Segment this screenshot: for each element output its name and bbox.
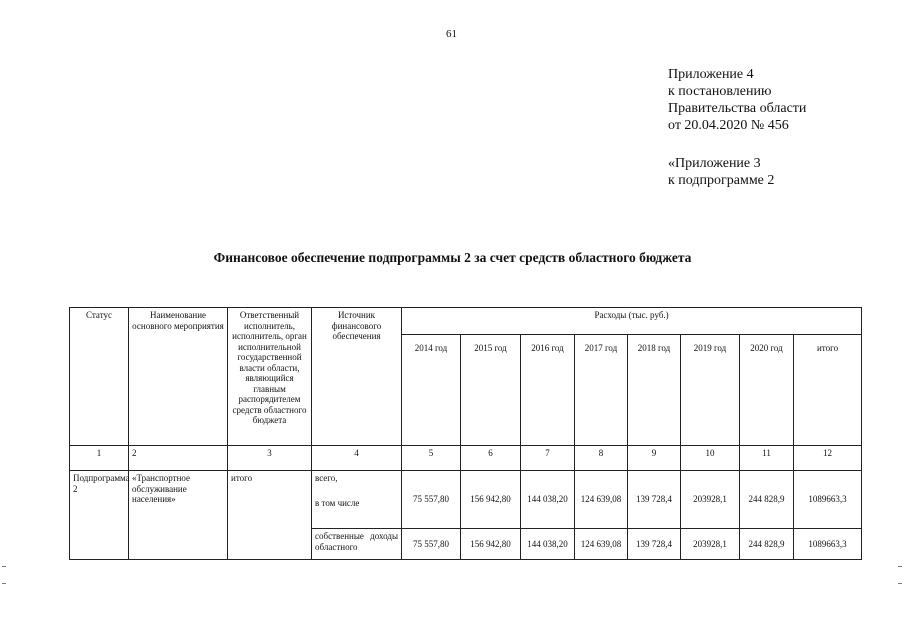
column-number: 3 [228,446,312,471]
header-expenses: Расходы (тыс. руб.) [402,308,862,335]
year-header: 2015 год [461,335,521,446]
scan-mark [2,566,6,567]
appendix-header [668,66,806,134]
value-cell: 75 557,80 [402,471,461,529]
value-cell: 75 557,80 [402,529,461,560]
year-header: 2018 год [628,335,681,446]
column-number: 6 [461,446,521,471]
row-source-own: собственные доходы областного [312,529,402,560]
year-header: 2014 год [402,335,461,446]
scan-mark [898,583,902,584]
source-total-label: всего, [315,473,338,483]
appendix-sub-line: «Приложение 3 [668,156,761,171]
value-cell: 144 038,20 [521,471,575,529]
column-number: 12 [794,446,862,471]
column-number: 1 [70,446,129,471]
value-cell: 139 728,4 [628,529,681,560]
total-value-cell: 1089663,3 [794,529,862,560]
column-number: 10 [681,446,740,471]
header-measure: Наименование основного мероприятия [129,308,228,446]
header-status: Статус [70,308,129,446]
value-cell: 156 942,80 [461,471,521,529]
appendix-line: Приложение 4 [668,67,754,82]
value-cell: 124 639,08 [575,529,628,560]
column-number-row [70,446,862,471]
total-header: итого [794,335,862,446]
row-source-total [312,471,402,529]
financing-table [69,307,862,560]
value-cell: 203928,1 [681,471,740,529]
document-title: Финансовое обеспечение подпрограммы 2 за счет средств областного бюджета [213,250,692,265]
year-header: 2019 год [681,335,740,446]
value-cell: 144 038,20 [521,529,575,560]
value-cell: 124 639,08 [575,471,628,529]
scan-mark [2,583,6,584]
year-header: 2020 год [740,335,794,446]
appendix-line: к постановлению [668,84,772,99]
total-value-cell: 1089663,3 [794,471,862,529]
column-number: 5 [402,446,461,471]
page-number: 61 [446,28,457,40]
column-number: 9 [628,446,681,471]
column-number: 7 [521,446,575,471]
value-cell: 203928,1 [681,529,740,560]
appendix-line: Правительства области [668,101,807,116]
table-header-row [70,308,862,335]
source-including-label: в том числе [315,497,360,508]
value-cell: 156 942,80 [461,529,521,560]
scan-mark [898,566,902,567]
value-cell: 139 728,4 [628,471,681,529]
column-number: 4 [312,446,402,471]
header-executor: Ответственный исполнитель, исполнитель, орган исполнительной государственной власти области, являющийся главным распорядителем средств областного бюджета [228,308,312,446]
year-header: 2016 год [521,335,575,446]
year-header: 2017 год [575,335,628,446]
row-measure: «Транспортное обслуживание населения» [129,471,228,560]
value-cell: 244 828,9 [740,471,794,529]
column-number: 2 [129,446,228,471]
row-status: Подпрограмма 2 [70,471,129,560]
header-source: Источник финансового обеспечения [312,308,402,446]
appendix-subheader [668,155,774,189]
value-cell: 244 828,9 [740,529,794,560]
appendix-sub-line: к подпрограмме 2 [668,173,775,188]
table-row [70,471,862,529]
appendix-line: от 20.04.2020 № 456 [668,118,789,133]
column-number: 8 [575,446,628,471]
column-number: 11 [740,446,794,471]
row-executor: итого [228,471,312,560]
